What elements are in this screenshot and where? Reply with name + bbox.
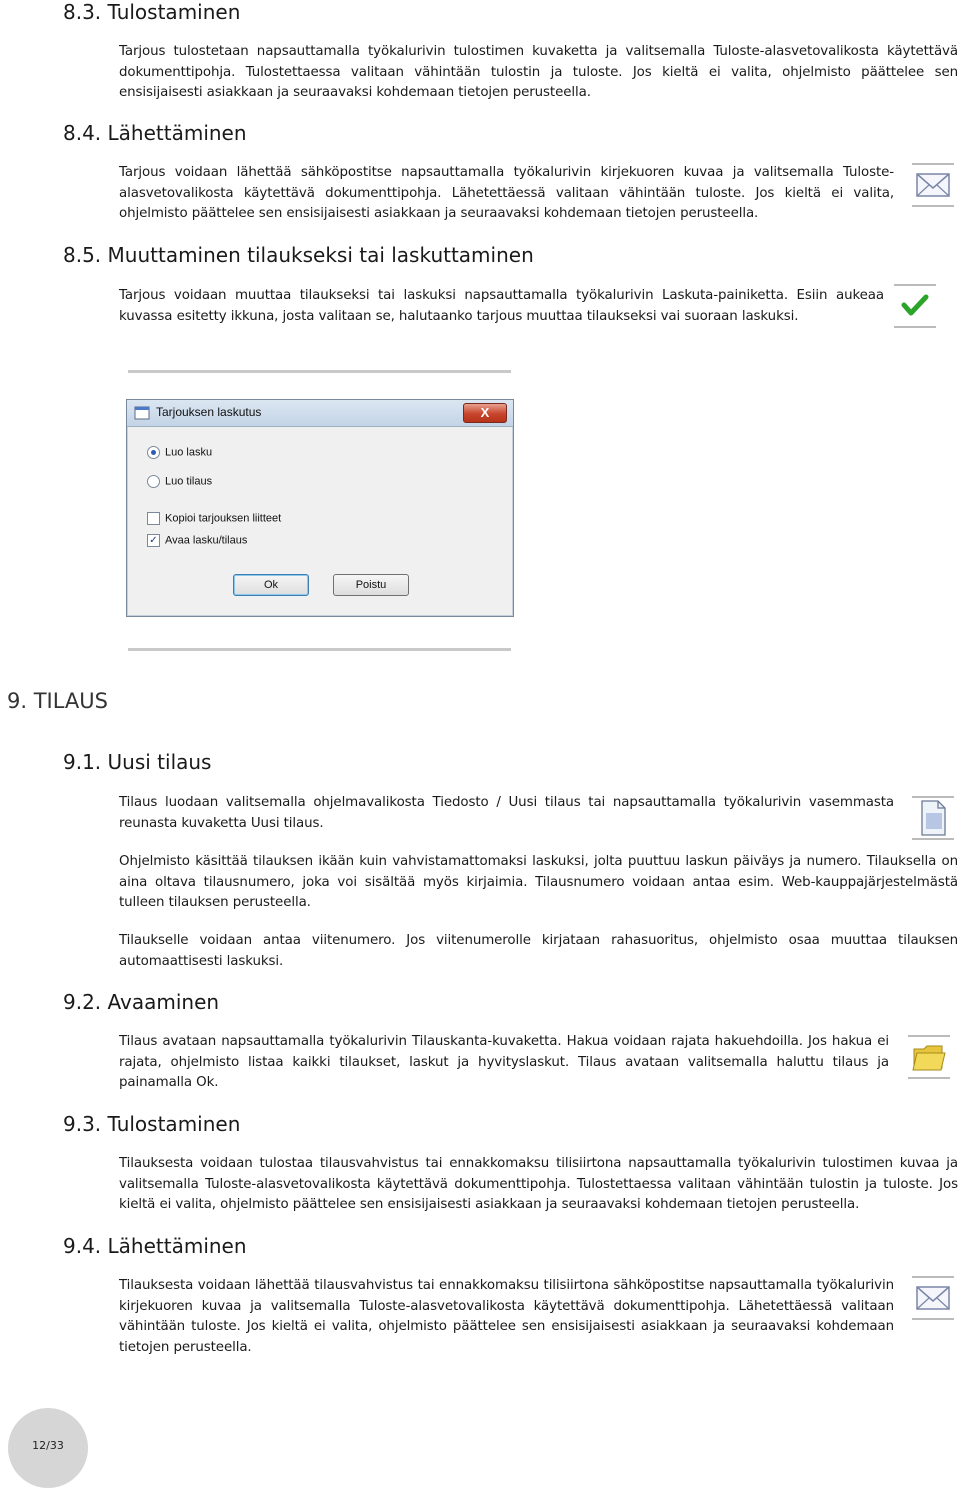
checkbox-open-document-label: Avaa lasku/tilaus <box>165 534 248 547</box>
checkbox-copy-attachments[interactable] <box>147 512 281 525</box>
radio-create-invoice[interactable] <box>147 446 212 459</box>
heading-9-2: 9.2. Avaaminen <box>63 990 220 1014</box>
paragraph-9-1-a: Tilaus luodaan valitsemalla ohjelmavalikosta Tiedosto / Uusi tilaus tai napsauttamalla työkalurivin vasemmasta reunasta kuvaketta Uusi tilaus. <box>119 795 894 831</box>
paragraph-9-4: Tilauksesta voidaan lähettää tilausvahvistus tai ennakkomaksu tilisiirtona sähköpostitse napsauttamalla työkalurivin kirjekuoren kuvaa ja valitsemalla Tuloste-alasvetovalikosta käytettävä dokumenttipohja. Lähetettäessä valitaan vähintään tuloste. Jos kieltä ei valita, ohjelmisto päättelee sen ensisijaisesti asiakkaan ja seuraavaksi kohdemaan tietojen perusteella. <box>119 1278 894 1355</box>
checkbox-checked[interactable]: ✓ <box>147 534 160 547</box>
radio-create-order[interactable] <box>147 475 212 488</box>
cancel-button[interactable]: Poistu <box>333 574 409 596</box>
new-document-icon <box>910 795 956 841</box>
paragraph-9-1-b: Ohjelmisto käsittää tilauksen ikään kuin vahvistamattomaksi laskuksi, jolta puuttuu laskun päiväys ja numero. Tilauksella on aina oltava tilausnumero, joka voi sisältää myös kirjaimia. Tilausnumero voidaan antaa esim. Web-kauppajärjestelmästä tulleen tilauksen perusteella. <box>119 854 958 910</box>
heading-9-4: 9.4. Lähettäminen <box>63 1234 247 1258</box>
checkbox-open-document[interactable] <box>147 534 247 547</box>
heading-8-4: 8.4. Lähettäminen <box>63 121 247 145</box>
close-button[interactable] <box>463 403 507 423</box>
envelope-icon <box>910 1275 956 1321</box>
separator-top <box>128 370 511 373</box>
heading-9-3: 9.3. Tulostaminen <box>63 1112 241 1136</box>
page-number-badge <box>8 1408 88 1488</box>
chapter-9-title: 9. TILAUS <box>7 689 108 713</box>
dialog-title: Tarjouksen laskutus <box>156 405 262 419</box>
folder-icon <box>906 1034 952 1080</box>
page-number: 12/33 <box>32 1439 64 1452</box>
radio-create-order-label: Luo tilaus <box>165 475 213 488</box>
envelope-icon <box>910 162 956 208</box>
radio-button-selected[interactable] <box>147 446 160 459</box>
radio-create-invoice-label: Luo lasku <box>165 446 213 459</box>
heading-9-1: 9.1. Uusi tilaus <box>63 750 212 774</box>
paragraph-9-1-c: Tilaukselle voidaan antaa viitenumero. Jos viitenumerolle kirjataan rahasuoritus, ohjelmisto osaa muuttaa tilauksen automaattisesti laskuksi. <box>119 933 958 969</box>
paragraph-9-3: Tilauksesta voidaan tulostaa tilausvahvistus tai ennakkomaksu tilisiirtona napsauttamalla työkalurivin tulostimen kuvaa ja valitsemalla Tuloste-alasvetovalikosta käytettävä dokumenttipohja. Tulostettaessa valitaan vähintään tulostin ja tuloste. Jos kieltä ei valita, ohjelmisto päättelee sen ensisijaisesti asiakkaan ja seuraavaksi kohdemaan tietojen perusteella. <box>119 1156 958 1212</box>
invoice-dialog <box>126 399 514 617</box>
paragraph-9-2: Tilaus avataan napsauttamalla työkalurivin Tilauskanta-kuvaketta. Hakua voidaan rajata hakuehdoilla. Jos hakua ei rajata, ohjelmisto listaa kaikki tilaukset, laskut ja hyvityslaskut. Tilaus avataan valitsemalla haluttu tilaus ja painamalla Ok. <box>119 1034 889 1090</box>
heading-8-3: 8.3. Tulostaminen <box>63 0 241 24</box>
paragraph-8-3: Tarjous tulostetaan napsauttamalla työkalurivin tulostimen kuvaketta ja valitsemalla Tuloste-alasvetovalikosta käytettävä dokumenttipohja. Tulostettaessa valitaan vähintään tulostin ja tuloste. Jos kieltä ei valita, ohjelmisto päättelee sen ensisijaisesti asiakkaan ja seuraavaksi kohdemaan tietojen perusteella. <box>119 44 958 100</box>
separator-bottom <box>128 648 511 651</box>
close-icon: X <box>480 405 490 420</box>
ok-button[interactable]: Ok <box>233 574 309 596</box>
checkbox[interactable] <box>147 512 160 525</box>
dialog-titlebar <box>127 400 513 427</box>
checkbox-copy-attachments-label: Kopioi tarjouksen liitteet <box>165 512 282 525</box>
checkmark-icon <box>892 283 938 329</box>
window-icon <box>134 405 150 421</box>
paragraph-8-4: Tarjous voidaan lähettää sähköpostitse napsauttamalla työkalurivin kirjekuoren kuvaa ja valitsemalla Tuloste-alasvetovalikosta käytettävä dokumenttipohja. Lähetettäessä valitaan vähintään tuloste. Jos kieltä ei valita, ohjelmisto päättelee sen ensisijaisesti asiakkaan ja seuraavaksi kohdemaan tietojen perusteella. <box>119 165 894 221</box>
paragraph-8-5: Tarjous voidaan muuttaa tilaukseksi tai laskuksi napsauttamalla työkalurivin Laskuta-painiketta. Esiin aukeaa kuvassa esitetty ikkuna, josta valitaan se, halutaanko tarjous muuttaa tilaukseksi vai suoraan laskuksi. <box>119 288 884 324</box>
radio-button[interactable] <box>147 475 160 488</box>
heading-8-5: 8.5. Muuttaminen tilaukseksi tai laskuttaminen <box>63 243 534 267</box>
